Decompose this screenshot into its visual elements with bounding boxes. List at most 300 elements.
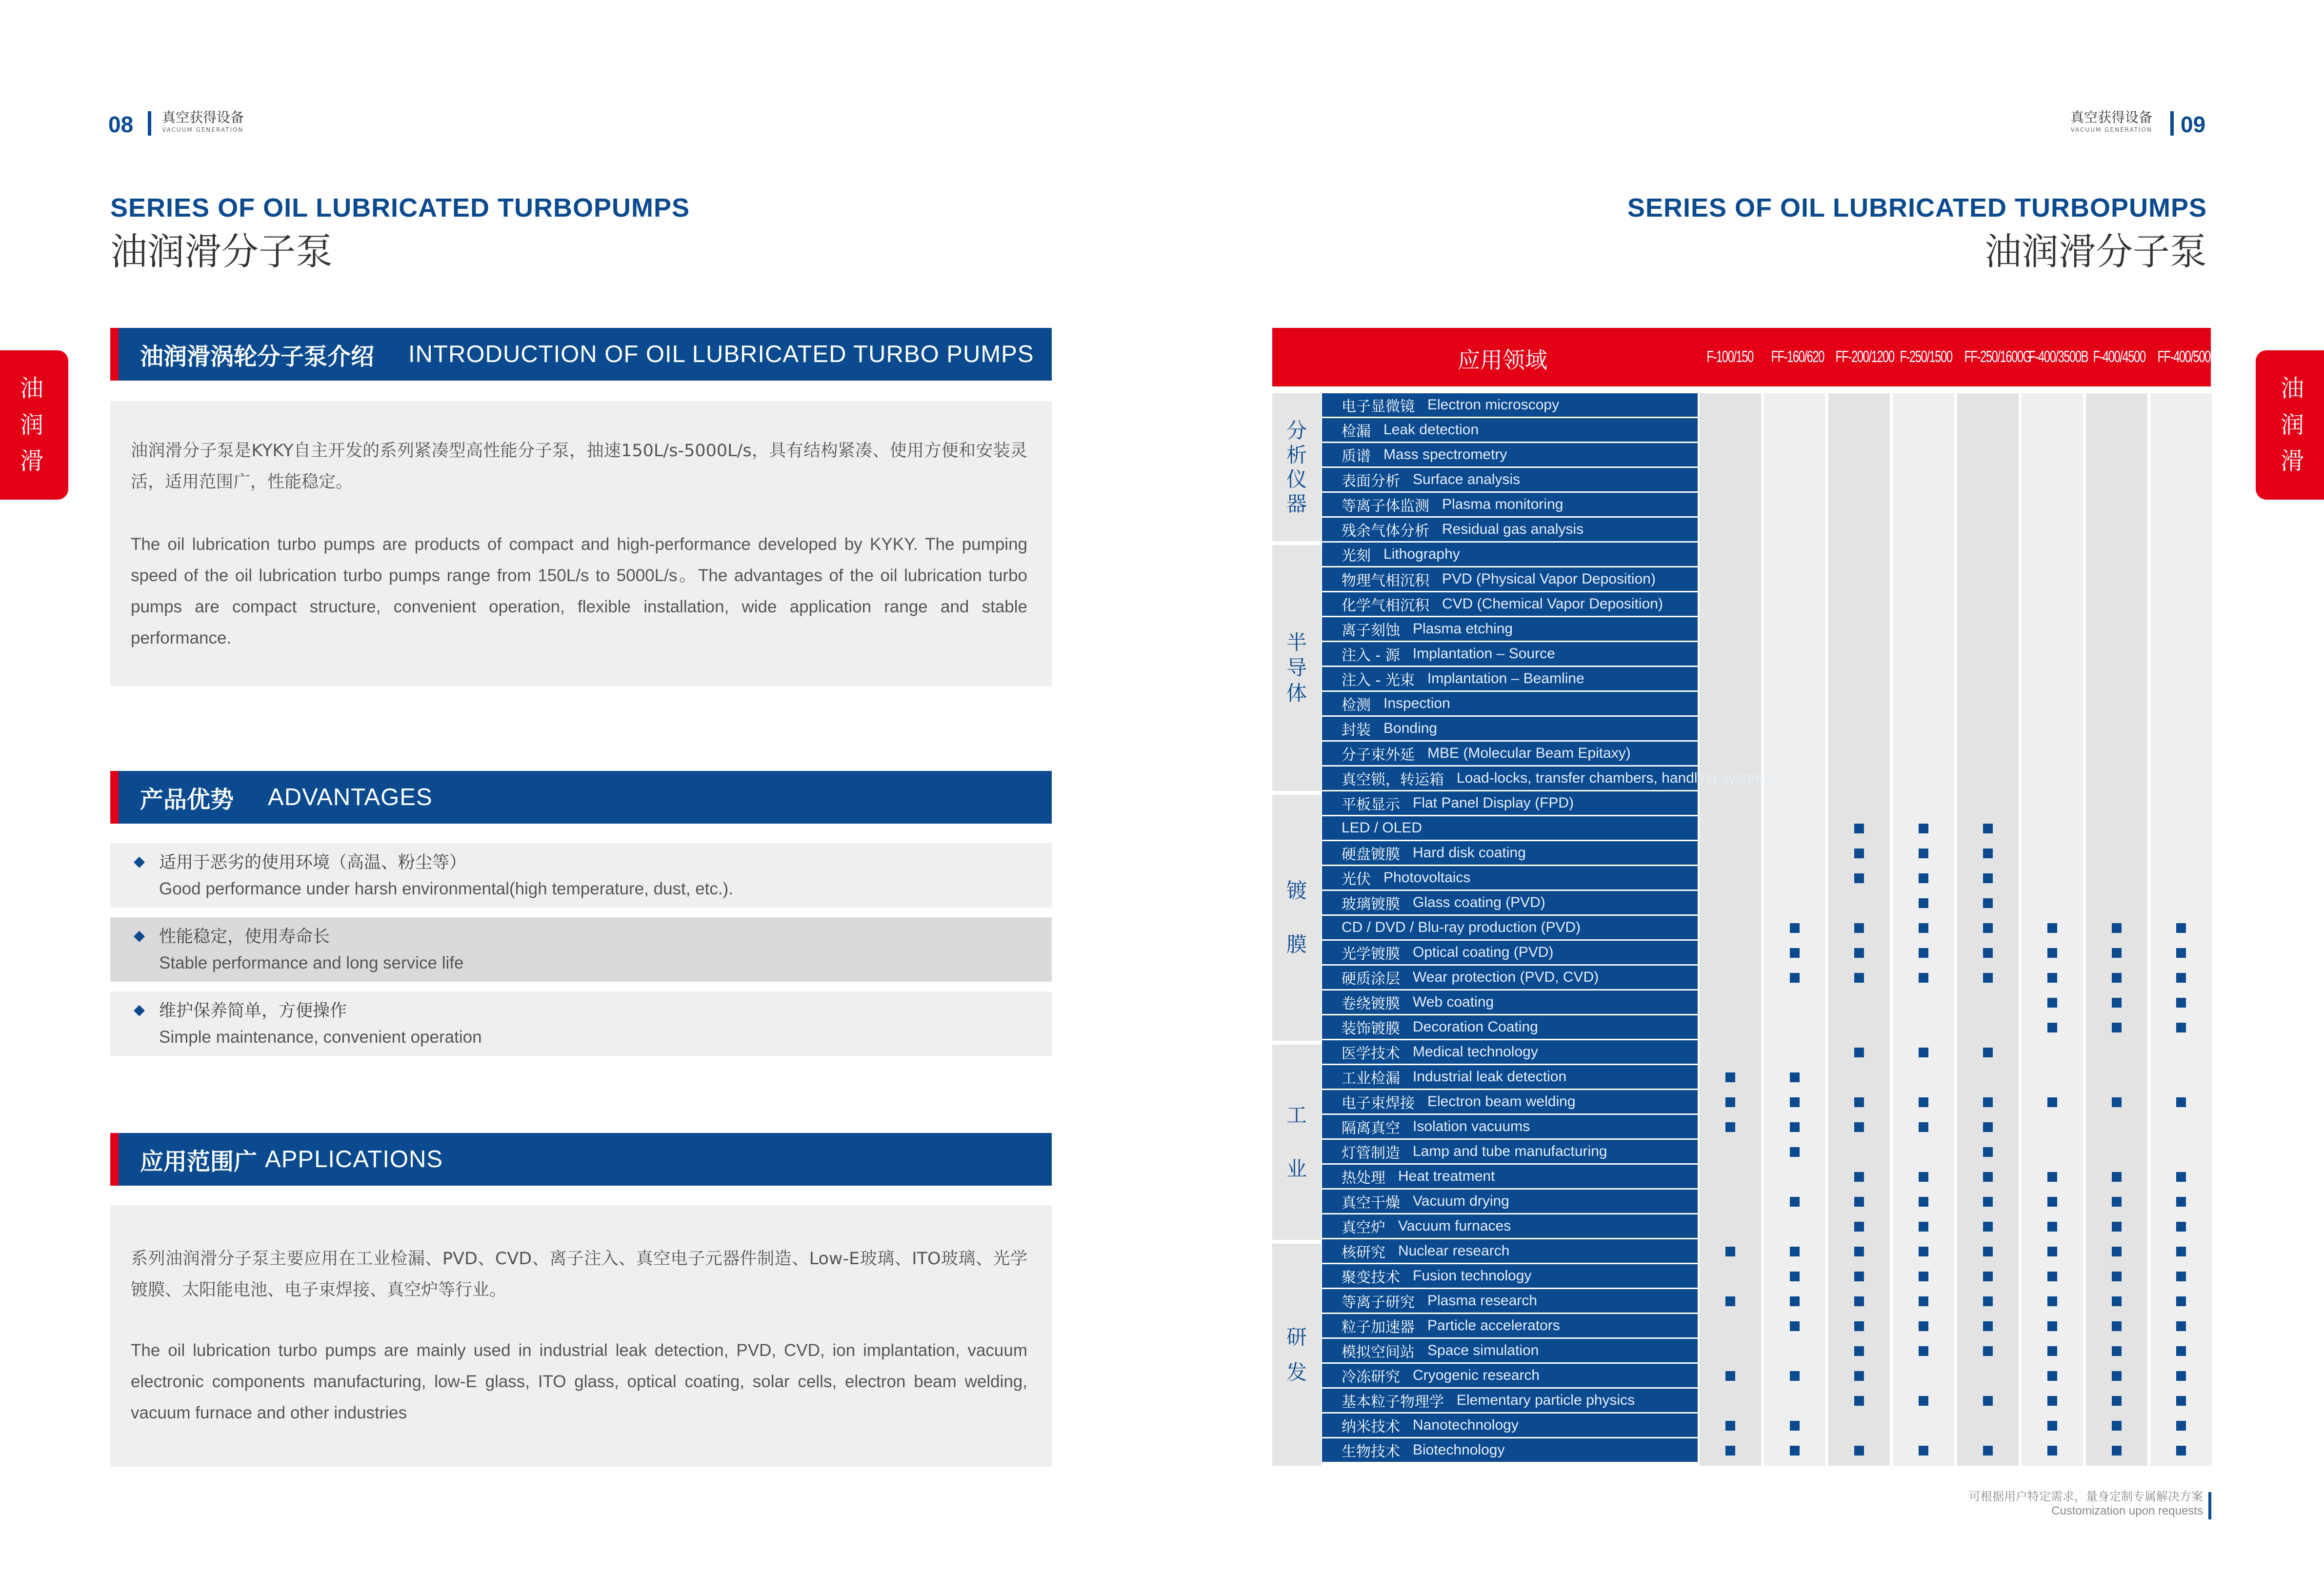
application-name-en: Elementary particle physics [1457, 1392, 1635, 1408]
application-name-en: Lithography [1383, 546, 1460, 562]
application-name-en: Implantation – Source [1412, 646, 1555, 662]
applicability-mark [1919, 1097, 1928, 1107]
advantage-item [110, 991, 1052, 1056]
applicability-mark [1790, 1197, 1800, 1207]
application-row [1322, 393, 1698, 418]
application-name-cn: 硬盘镀膜 [1342, 846, 1400, 863]
applicability-mark [1983, 1048, 1993, 1057]
applicability-mark [2112, 1371, 2122, 1381]
application-name-en: Hard disk coating [1413, 845, 1526, 861]
applicability-mark [1983, 1396, 1993, 1406]
application-name-en: Plasma etching [1413, 621, 1513, 637]
advantage-text-en: Good performance under harsh environmental(high temperature, dust, etc.). [159, 879, 734, 898]
application-name-en: Flat Panel Display (FPD) [1413, 795, 1574, 811]
application-row [1322, 1339, 1698, 1364]
application-name-cn: 核研究 [1342, 1244, 1385, 1261]
applicability-mark [2112, 948, 2122, 958]
applicability-mark [1919, 1197, 1928, 1207]
application-row [1322, 941, 1698, 966]
applicability-mark [1790, 1272, 1800, 1281]
application-name-en: Electron beam welding [1427, 1093, 1576, 1110]
model-column-header: FF-200/1200 [1835, 347, 1894, 365]
applicability-mark [2176, 973, 2186, 983]
application-name-cn: 电子束焊接 [1342, 1095, 1415, 1112]
intro-text-cn: 油润滑分子泵是KYKY自主开发的系列紧凑型高性能分子泵，抽速150L/s-5000L/s，具有结构紧凑、使用方便和安装灵活，适用范围广，性能稳定。 [131, 441, 1027, 492]
applicability-mark [1983, 1222, 1993, 1232]
application-name-cn: 表面分析 [1342, 473, 1400, 490]
application-name-cn: 灯管制造 [1342, 1145, 1400, 1162]
application-row [1322, 791, 1698, 816]
applicability-mark [2047, 923, 2057, 933]
applicability-mark [1725, 1371, 1735, 1381]
application-name-en: Cryogenic research [1413, 1367, 1540, 1383]
applicability-mark [1854, 1172, 1864, 1182]
application-row [1322, 991, 1698, 1015]
applicability-mark [2176, 948, 2186, 958]
side-tab-char: 润 [2280, 411, 2304, 439]
application-name-en: Mass spectrometry [1383, 446, 1507, 463]
applicability-mark [2047, 973, 2057, 983]
applicability-mark [1983, 1097, 1993, 1107]
applicability-mark [1983, 873, 1993, 883]
application-table-header [1272, 328, 2216, 386]
applicability-mark [2176, 998, 2186, 1008]
model-column-header: F-100/150 [1706, 347, 1753, 365]
application-name-en: Particle accelerators [1427, 1317, 1560, 1334]
application-row [1322, 518, 1698, 543]
applicability-mark [1790, 1446, 1800, 1456]
applicability-mark [2047, 1321, 2057, 1331]
application-name-en: Vacuum drying [1413, 1193, 1509, 1209]
application-name-cn: 物理气相沉积 [1342, 572, 1429, 589]
applicability-mark [1919, 898, 1928, 908]
applicability-mark [1854, 1097, 1864, 1107]
intro-title-cn: 油润滑涡轮分子泵介绍 [140, 343, 375, 370]
side-tab-char: 油 [2280, 375, 2304, 403]
applicability-mark [2112, 1272, 2122, 1281]
application-name-en: Lamp and tube manufacturing [1413, 1143, 1607, 1159]
applicability-mark [1983, 973, 1993, 983]
application-name-cn: 纳米技术 [1342, 1418, 1400, 1435]
applicability-mark [2176, 1321, 2186, 1331]
applicability-mark [1983, 1122, 1993, 1132]
model-column-header: FF-250/1600G [1964, 347, 2031, 365]
model-column-header: F-250/1500 [1900, 347, 1952, 365]
applicability-mark [1919, 1172, 1928, 1182]
application-name-cn: 封装 [1342, 722, 1371, 739]
application-name-en: Industrial leak detection [1413, 1069, 1567, 1085]
application-row [1322, 567, 1698, 592]
applicability-mark [1919, 923, 1928, 933]
application-row [1322, 1239, 1698, 1264]
application-name-cn: 质谱 [1342, 448, 1371, 465]
application-name-cn: 热处理 [1342, 1170, 1385, 1187]
application-row [1322, 1115, 1698, 1140]
application-name-en: PVD (Physical Vapor Deposition) [1442, 571, 1656, 587]
applicability-mark [2047, 1172, 2057, 1182]
applicability-mark [2047, 1421, 2057, 1431]
application-name-cn: 光学镀膜 [1342, 946, 1400, 963]
application-row [1322, 841, 1698, 866]
application-name-cn: 残余气体分析 [1342, 523, 1429, 540]
applicability-mark [1725, 1072, 1735, 1082]
advantage-item [110, 917, 1052, 982]
applicability-mark [2176, 1346, 2186, 1356]
application-name-en: CVD (Chemical Vapor Deposition) [1442, 596, 1663, 612]
applicability-mark [1854, 824, 1864, 833]
application-name-en: MBE (Molecular Beam Epitaxy) [1427, 745, 1631, 761]
applicability-mark [2112, 1222, 2122, 1232]
applicability-mark [1983, 1147, 1993, 1157]
application-name-en: Inspection [1383, 695, 1450, 711]
section-label-cn: 真空获得设备 [162, 109, 244, 125]
application-row [1322, 1364, 1698, 1389]
applicability-mark [1919, 1122, 1928, 1132]
application-row [1322, 1414, 1698, 1438]
applicability-mark [1725, 1122, 1735, 1132]
applicability-mark [2047, 1247, 2057, 1256]
applicability-mark [1983, 824, 1993, 833]
application-name-cn: 真空干燥 [1342, 1194, 1400, 1212]
applicability-mark [2176, 1446, 2186, 1456]
applicability-mark [1983, 1172, 1993, 1182]
applicability-mark [2112, 1321, 2122, 1331]
page-number-divider-left [148, 111, 151, 136]
application-name-en: CD / DVD / Blu-ray production (PVD) [1342, 919, 1581, 935]
applicability-mark [1854, 923, 1864, 933]
application-row [1322, 767, 1775, 791]
series-title-en-right: SERIES OF OIL LUBRICATED TURBOPUMPS [1627, 193, 2207, 222]
applicability-mark [2176, 1272, 2186, 1281]
applicability-mark [2047, 1296, 2057, 1306]
applicability-mark [1790, 1122, 1800, 1132]
application-row [1322, 916, 1698, 941]
applicability-mark [1790, 923, 1800, 933]
application-row [1322, 1190, 1698, 1214]
category-label: 分析仪器 [1286, 418, 1307, 516]
intro-text-en: The oil lubrication turbo pumps are products of compact and high-performance developed by KYKY. The pumping speed of the oil lubrication turbo pumps range from 150L/s to 5000L/s。The advantages of the oil lubrication turbo pumps are compact structure, convenient operation, flexible installation, wide application range and stable performance. [131, 535, 1027, 647]
application-name-cn: 基本粒子物理学 [1342, 1394, 1444, 1411]
advantages-title-cn: 产品优势 [140, 786, 234, 813]
applicability-mark [1919, 1396, 1928, 1406]
category-label: 工业 [1286, 1103, 1307, 1181]
applicability-mark [2047, 998, 2057, 1008]
application-name-en: Optical coating (PVD) [1413, 944, 1554, 960]
applicability-mark [1725, 1296, 1735, 1306]
applicability-mark [1725, 1097, 1735, 1107]
application-name-en: Heat treatment [1398, 1168, 1495, 1184]
side-tab-char: 润 [20, 411, 43, 439]
applicability-mark [2176, 1396, 2186, 1406]
applicability-mark [2112, 1346, 2122, 1356]
applicability-mark [1919, 1222, 1928, 1232]
application-name-en: Nuclear research [1398, 1243, 1510, 1259]
advantages-header [110, 771, 1052, 824]
application-name-en: Plasma research [1427, 1293, 1538, 1309]
application-name-cn: 平板显示 [1342, 796, 1400, 813]
applicability-mark [1790, 1296, 1800, 1306]
applicability-mark [1854, 1122, 1864, 1132]
category-label: 研发 [1286, 1325, 1307, 1384]
application-row [1322, 966, 1698, 991]
application-name-en: LED / OLED [1342, 820, 1422, 836]
application-row [1322, 692, 1698, 717]
application-row [1322, 543, 1698, 567]
category-research [1272, 1244, 1321, 1466]
applicability-mark [1854, 973, 1864, 983]
section-label-right [2070, 110, 2152, 133]
application-row [1322, 1214, 1698, 1239]
advantage-text-cn: 性能稳定，使用寿命长 [159, 927, 330, 947]
page-number-right: 09 [2181, 112, 2206, 137]
applicability-mark [2047, 1396, 2057, 1406]
applicability-mark [2047, 1371, 2057, 1381]
application-row [1322, 1389, 1698, 1414]
applicability-mark [1983, 1197, 1993, 1207]
application-name-en: Space simulation [1427, 1342, 1539, 1358]
applicability-mark [2112, 1296, 2122, 1306]
application-row [1322, 667, 1698, 692]
applicability-mark [1983, 1247, 1993, 1256]
section-label-left [162, 110, 244, 133]
application-name-en: Nanotechnology [1413, 1417, 1519, 1433]
applicability-mark [1725, 1446, 1735, 1456]
application-name-cn: 硬质涂层 [1342, 970, 1400, 988]
diamond-bullet-icon: ◆ [134, 853, 145, 870]
application-name-en: Leak detection [1383, 422, 1479, 438]
section-label-en: VACUUM GENERATION [2070, 126, 2153, 133]
page-number-left: 08 [108, 112, 134, 137]
footnote-divider [2208, 1492, 2211, 1519]
advantage-text-en: Stable performance and long service life [159, 953, 464, 972]
applicability-mark [1854, 1222, 1864, 1232]
applicability-mark [2176, 1097, 2186, 1107]
applicability-mark [2112, 1197, 2122, 1207]
applicability-mark [1790, 1321, 1800, 1331]
applicability-mark [1983, 923, 1993, 933]
applicability-mark [2112, 1247, 2122, 1256]
applicability-mark [1790, 948, 1800, 958]
applicability-mark [1919, 1446, 1928, 1456]
applicability-mark [1919, 1048, 1928, 1057]
model-column-header: FF-400/5000 [2157, 347, 2216, 365]
application-name-cn: 离子刻蚀 [1342, 622, 1400, 639]
application-name-cn: 玻璃镀膜 [1342, 896, 1400, 913]
applicability-mark [2112, 998, 2122, 1008]
applicability-mark [1790, 973, 1800, 983]
applicability-mark [1854, 1446, 1864, 1456]
applicability-mark [1919, 1272, 1928, 1281]
applicability-mark [2176, 1197, 2186, 1207]
diamond-bullet-icon: ◆ [134, 1001, 145, 1018]
applicability-mark [1983, 1321, 1993, 1331]
application-row [1322, 1040, 1698, 1065]
model-column-header: FF-160/620 [1771, 347, 1824, 365]
applicability-mark [1790, 1247, 1800, 1256]
application-row [1322, 1015, 1698, 1040]
application-name-cn: 冷冻研究 [1342, 1369, 1400, 1386]
applicability-mark [1919, 1321, 1928, 1331]
footnote-en: Customization upon requests [2051, 1504, 2203, 1517]
applicability-mark [2112, 1421, 2122, 1431]
intro-title-en: INTRODUCTION OF OIL LUBRICATED TURBO PUMPS [408, 341, 1034, 367]
side-tab-char: 滑 [2280, 447, 2304, 475]
category-label: 半导体 [1286, 630, 1307, 705]
side-tab-char: 油 [20, 375, 43, 403]
application-name-cn: 医学技术 [1342, 1045, 1400, 1062]
applicability-mark [2176, 1247, 2186, 1256]
applicability-mark [1854, 1247, 1864, 1256]
application-name-cn: 电子显微镜 [1342, 398, 1415, 415]
applications-header [110, 1133, 1052, 1186]
application-name-en: Bonding [1383, 720, 1438, 736]
applicability-mark [1790, 1097, 1800, 1107]
applicability-mark [2176, 1222, 2186, 1232]
application-name-en: Medical technology [1413, 1044, 1538, 1060]
application-row [1322, 1165, 1698, 1190]
application-row [1322, 1289, 1698, 1314]
applicability-mark [1854, 849, 1864, 858]
applicability-mark [2176, 1296, 2186, 1306]
application-row [1322, 891, 1698, 916]
applicability-mark [2047, 1023, 2057, 1032]
advantages-title-en: ADVANTAGES [268, 784, 433, 810]
model-column-header: F-400/3500B [2028, 347, 2088, 365]
application-name-en: Glass coating (PVD) [1413, 894, 1545, 910]
application-row [1322, 443, 1698, 468]
applicability-mark [1919, 849, 1928, 858]
applicability-mark [1919, 873, 1928, 883]
application-name-en: Wear protection (PVD, CVD) [1413, 969, 1599, 985]
page-number-divider-right [2170, 111, 2174, 136]
advantage-text-cn: 维护保养简单，方便操作 [159, 1001, 347, 1021]
applicability-mark [1854, 1321, 1864, 1331]
application-name-en: Surface analysis [1413, 471, 1521, 487]
series-title-en-left: SERIES OF OIL LUBRICATED TURBOPUMPS [110, 193, 690, 222]
applications-title-en: APPLICATIONS [265, 1146, 443, 1173]
application-row [1322, 1065, 1698, 1090]
application-name-cn: 生物技术 [1342, 1443, 1400, 1460]
application-name-cn: 卷绕镀膜 [1342, 995, 1400, 1012]
application-rows [1322, 393, 1775, 1463]
applicability-mark [1790, 1147, 1800, 1157]
series-title-cn-left: 油润滑分子泵 [110, 230, 333, 273]
applications-title-cn: 应用范围广 [140, 1148, 258, 1175]
category-coating [1272, 795, 1321, 1041]
application-name-cn: 分子束外延 [1342, 747, 1415, 764]
application-row [1322, 1090, 1698, 1115]
application-name-cn: 等离子研究 [1342, 1294, 1415, 1311]
application-name-cn: 注入 - 源 [1342, 647, 1400, 664]
applicability-mark [1854, 1396, 1864, 1406]
applicability-mark [2112, 973, 2122, 983]
application-name-cn: 模拟空间站 [1342, 1344, 1415, 1361]
applicability-mark [1725, 1247, 1735, 1256]
applicability-mark [1919, 948, 1928, 958]
applicability-mark [1919, 1296, 1928, 1306]
category-semiconductor [1272, 545, 1321, 791]
applicability-mark [1854, 1048, 1864, 1057]
application-row [1322, 592, 1698, 617]
applicability-mark [2047, 1446, 2057, 1456]
application-row [1322, 1264, 1698, 1289]
applicability-mark [1983, 1296, 1993, 1306]
applicability-mark [1983, 1346, 1993, 1356]
applicability-mark [2112, 1172, 2122, 1182]
application-name-en: Electron microscopy [1427, 397, 1560, 413]
application-name-en: Residual gas analysis [1442, 521, 1584, 537]
applicability-mark [1854, 1346, 1864, 1356]
application-name-en: Implantation – Beamline [1427, 670, 1584, 687]
application-name-cn: 化学气相沉积 [1342, 597, 1429, 614]
series-title-cn-right: 油润滑分子泵 [1984, 230, 2207, 273]
application-name-cn: 光伏 [1342, 871, 1371, 888]
application-name-cn: 检漏 [1342, 423, 1371, 440]
category-analysis-instruments [1272, 393, 1321, 541]
applicability-mark [1854, 948, 1864, 958]
applicability-mark [1919, 1346, 1928, 1356]
applicability-mark [2047, 1272, 2057, 1281]
application-name-cn: 粒子加速器 [1342, 1319, 1415, 1336]
advantage-item [110, 843, 1052, 908]
applicability-mark [2047, 1197, 2057, 1207]
application-row [1322, 717, 1698, 742]
application-name-en: Plasma monitoring [1442, 496, 1563, 512]
applications-text-en: The oil lubrication turbo pumps are mainly used in industrial leak detection, PVD, CVD, ion implantation, vacuum electronic components manufacturing, low-E glass, ITO glass, optical coating, solar cells, electron beam welding, vacuum furnace and other industries [131, 1341, 1027, 1422]
applicability-mark [2112, 923, 2122, 933]
application-name-en: Fusion technology [1413, 1268, 1532, 1284]
application-name-cn: 光刻 [1342, 547, 1371, 565]
applicability-mark [2047, 1346, 2057, 1356]
applicability-mark [1854, 873, 1864, 883]
applicability-mark [1790, 1072, 1800, 1082]
applicability-mark [1983, 948, 1993, 958]
applicability-mark [1790, 1421, 1800, 1431]
applicability-mark [2112, 1097, 2122, 1107]
application-row [1322, 418, 1698, 443]
applicability-mark [2176, 1421, 2186, 1431]
application-row [1322, 816, 1698, 841]
application-row [1322, 866, 1698, 891]
intro-text-box [110, 401, 1052, 686]
application-name-en: Isolation vacuums [1413, 1118, 1530, 1134]
category-label: 镀膜 [1286, 879, 1307, 956]
applicability-mark [1854, 1197, 1864, 1207]
applicability-mark [1983, 1446, 1993, 1456]
application-row [1322, 642, 1698, 667]
side-tab-right [2256, 350, 2324, 500]
table-header-title: 应用领域 [1458, 347, 1547, 373]
applicability-mark [1983, 1272, 1993, 1281]
application-row [1322, 1438, 1698, 1463]
section-label-en: VACUUM GENERATION [162, 126, 244, 133]
side-tab-left [0, 350, 68, 500]
applicability-mark [1725, 1421, 1735, 1431]
application-name-en: Biotechnology [1413, 1442, 1505, 1458]
advantage-text-cn: 适用于恶劣的使用环境（高温、粉尘等） [159, 853, 467, 872]
application-name-en: Load-locks, transfer chambers, handling systems [1457, 770, 1775, 786]
application-name-cn: 等离子体监测 [1342, 498, 1429, 515]
applicability-mark [1919, 1247, 1928, 1256]
application-name-en: Vacuum furnaces [1398, 1218, 1511, 1234]
footnote [1969, 1489, 2203, 1518]
applicability-mark [2176, 923, 2186, 933]
application-name-en: Photovoltaics [1383, 869, 1471, 886]
application-row [1322, 1140, 1698, 1165]
model-column-header: F-400/4500 [2093, 347, 2145, 365]
application-row [1322, 468, 1698, 493]
application-row [1322, 493, 1698, 518]
